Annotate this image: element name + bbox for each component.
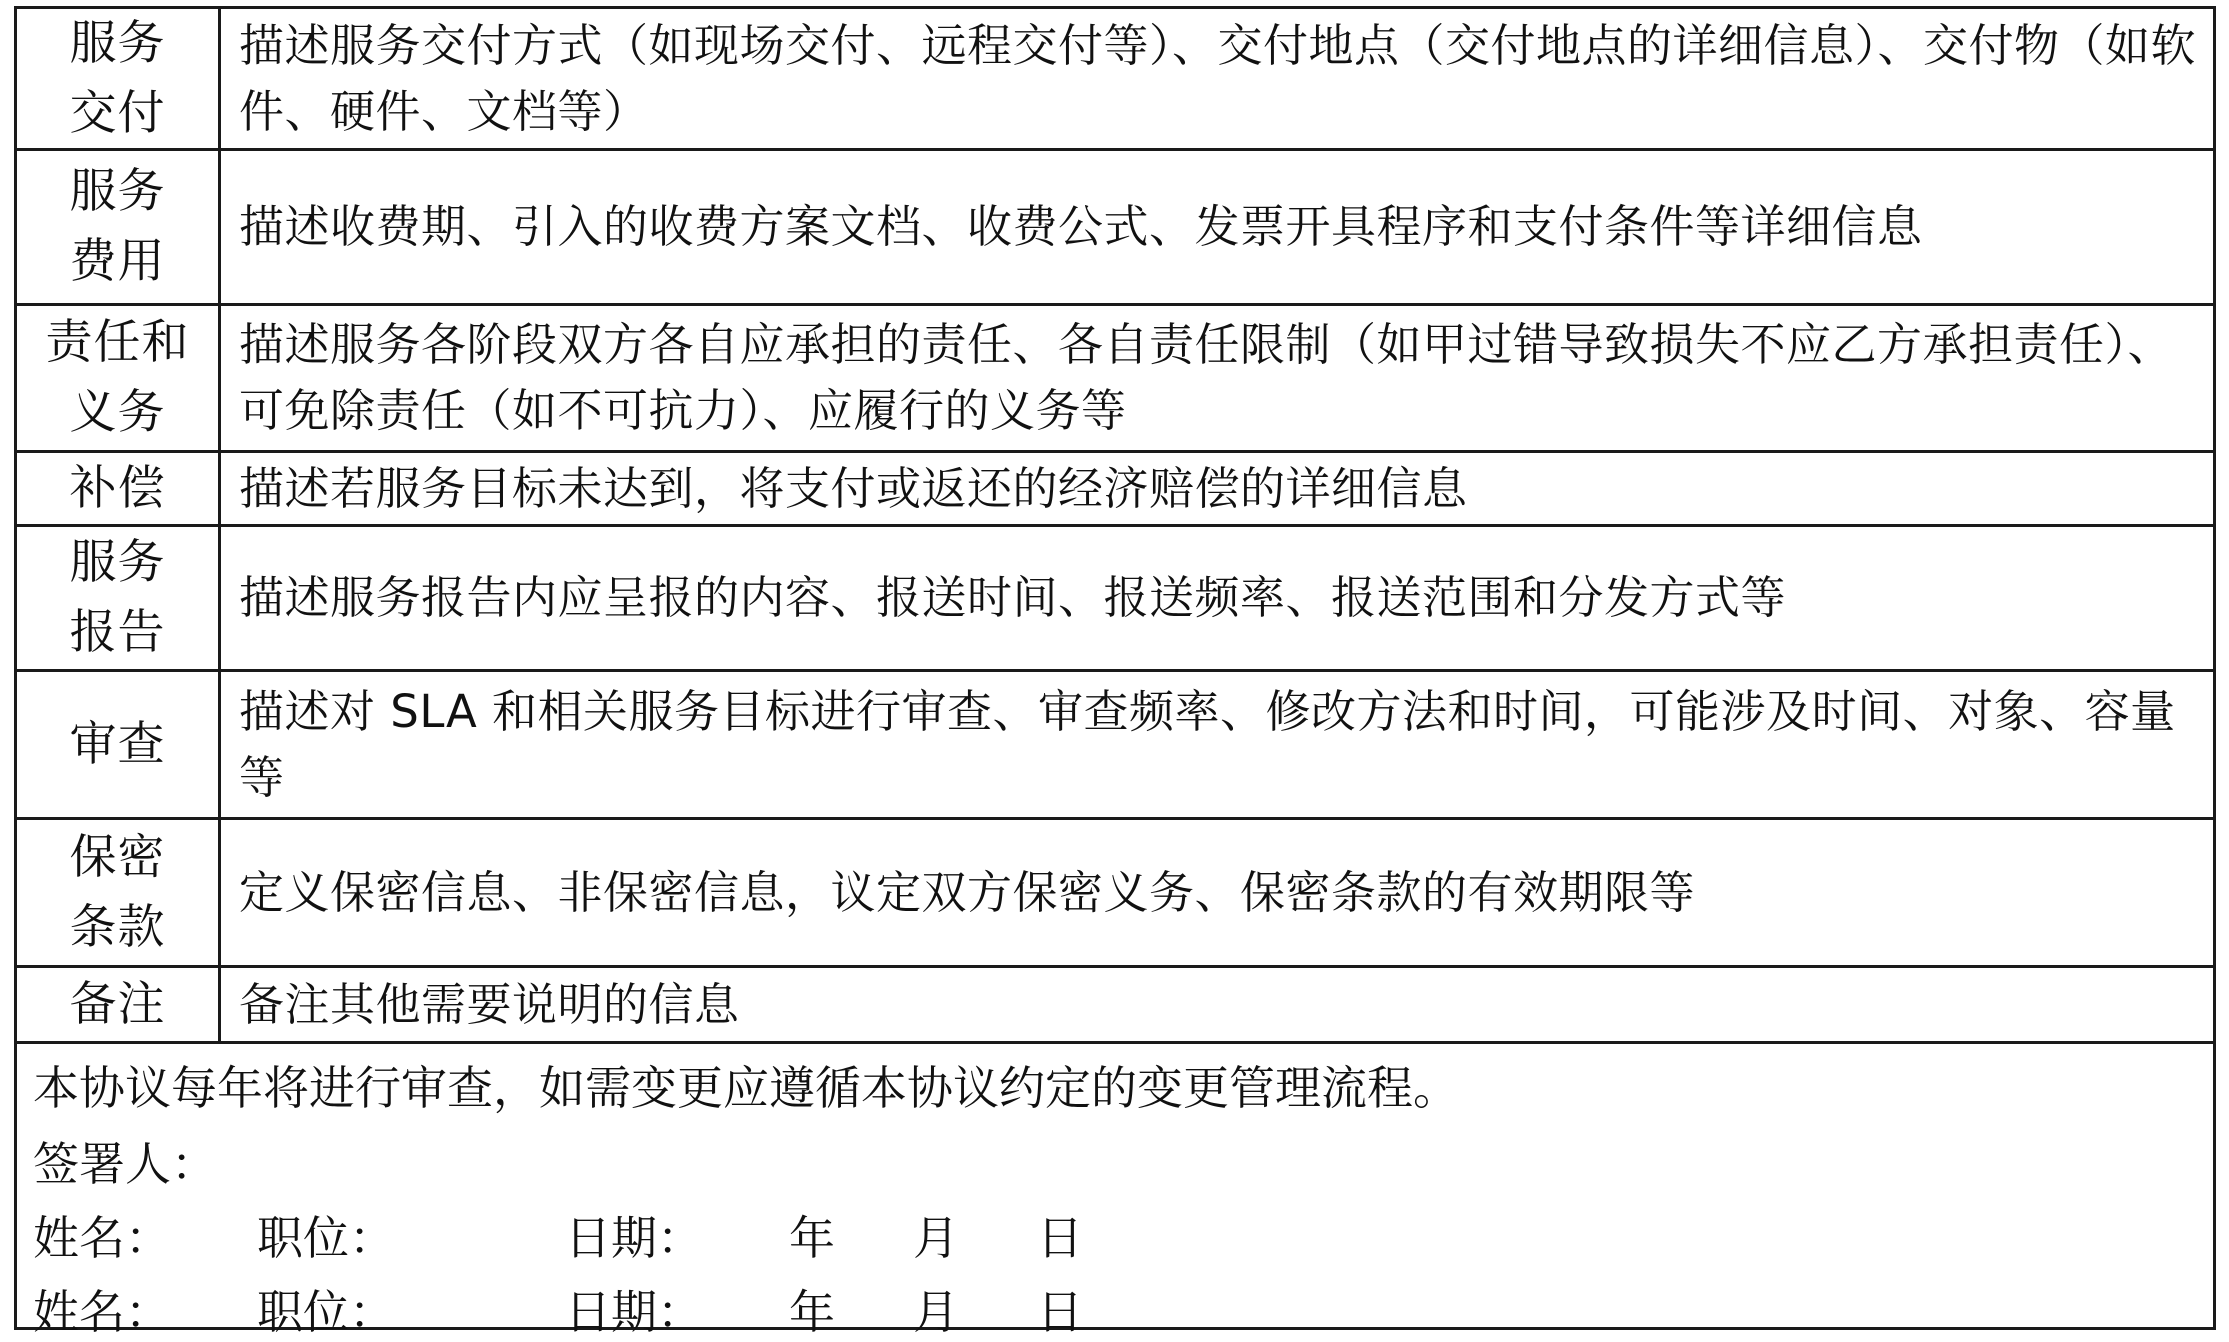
signatories-label: 签署人： — [33, 1137, 217, 1191]
position-label: 职位： — [257, 1285, 395, 1339]
row-description — [221, 968, 2213, 1041]
day-label: 日 — [1037, 1211, 1083, 1265]
month-label: 月 — [913, 1211, 959, 1265]
row-description — [221, 306, 2213, 450]
row-description-text: 描述服务报告内应呈报的内容、报送时间、报送频率、报送范围和分发方式等 — [239, 571, 1787, 624]
row-label-line: 保密 — [69, 829, 166, 885]
row-label-line: 报告 — [69, 605, 166, 660]
signature-line — [33, 1202, 2213, 1266]
row-description-text: 描述对 SLA 和相关服务目标进行审查、审查频率、修改方法和时间，可能涉及时间、对象、容量等 — [239, 684, 2176, 804]
row-label-line: 费用 — [69, 234, 166, 289]
name-label: 姓名： — [33, 1211, 171, 1265]
row-label — [17, 306, 221, 450]
row-description — [221, 9, 2213, 148]
agreement-footer — [17, 1044, 2213, 1339]
table-row — [17, 151, 2213, 306]
table-row — [17, 820, 2213, 968]
date-label: 日期： — [565, 1211, 703, 1265]
row-description-text: 描述服务交付方式（如现场交付、远程交付等）、交付地点（交付地点的详细信息）、交付物（如软件、硬件、文档等） — [239, 18, 2197, 138]
sla-table — [14, 6, 2216, 1339]
row-label — [17, 151, 221, 303]
date-label: 日期： — [565, 1285, 703, 1339]
row-label-line: 服务 — [69, 164, 166, 219]
row-label-line: 审查 — [69, 716, 166, 772]
table-row — [17, 672, 2213, 820]
row-description — [221, 672, 2213, 817]
row-description — [221, 527, 2213, 669]
row-label — [17, 453, 221, 524]
year-label: 年 — [789, 1211, 835, 1265]
row-description-text: 描述服务各阶段双方各自应承担的责任、各自责任限制（如甲过错导致损失不应乙方承担责任）、可免除责任（如不可抗力）、应履行的义务等 — [239, 318, 2174, 437]
row-description — [221, 820, 2213, 965]
row-label-line: 补偿 — [69, 460, 166, 516]
name-label: 姓名： — [33, 1285, 171, 1339]
month-label: 月 — [913, 1285, 959, 1339]
review-statement: 本协议每年将进行审查，如需变更应遵循本协议约定的变更管理流程。 — [33, 1061, 1459, 1115]
day-label: 日 — [1037, 1285, 1083, 1339]
row-label — [17, 672, 221, 817]
row-label-line: 条款 — [69, 899, 166, 955]
row-description — [221, 453, 2213, 524]
row-label-line: 备注 — [69, 976, 166, 1032]
row-description-text: 描述若服务目标未达到，将支付或返还的经济赔偿的详细信息 — [239, 461, 1468, 515]
row-description — [221, 151, 2213, 303]
row-label — [17, 820, 221, 965]
row-label-line: 交付 — [69, 85, 166, 141]
table-row — [17, 527, 2213, 672]
row-label — [17, 9, 221, 148]
row-description-text: 备注其他需要说明的信息 — [239, 977, 740, 1031]
signature-line — [33, 1276, 2213, 1340]
row-label-line: 责任和 — [45, 315, 190, 370]
table-row — [17, 968, 2213, 1044]
year-label: 年 — [789, 1285, 835, 1339]
row-description-text: 定义保密信息、非保密信息，议定双方保密义务、保密条款的有效期限等 — [239, 865, 1696, 919]
table-row — [17, 453, 2213, 527]
table-row — [17, 9, 2213, 151]
row-label — [17, 968, 221, 1041]
position-label: 职位： — [257, 1211, 395, 1265]
row-label-line: 服务 — [69, 15, 166, 71]
row-label-line: 义务 — [69, 385, 166, 440]
row-label — [17, 527, 221, 669]
row-label-line: 服务 — [69, 535, 166, 590]
row-description-text: 描述收费期、引入的收费方案文档、收费公式、发票开具程序和支付条件等详细信息 — [239, 200, 1923, 253]
table-row — [17, 306, 2213, 453]
